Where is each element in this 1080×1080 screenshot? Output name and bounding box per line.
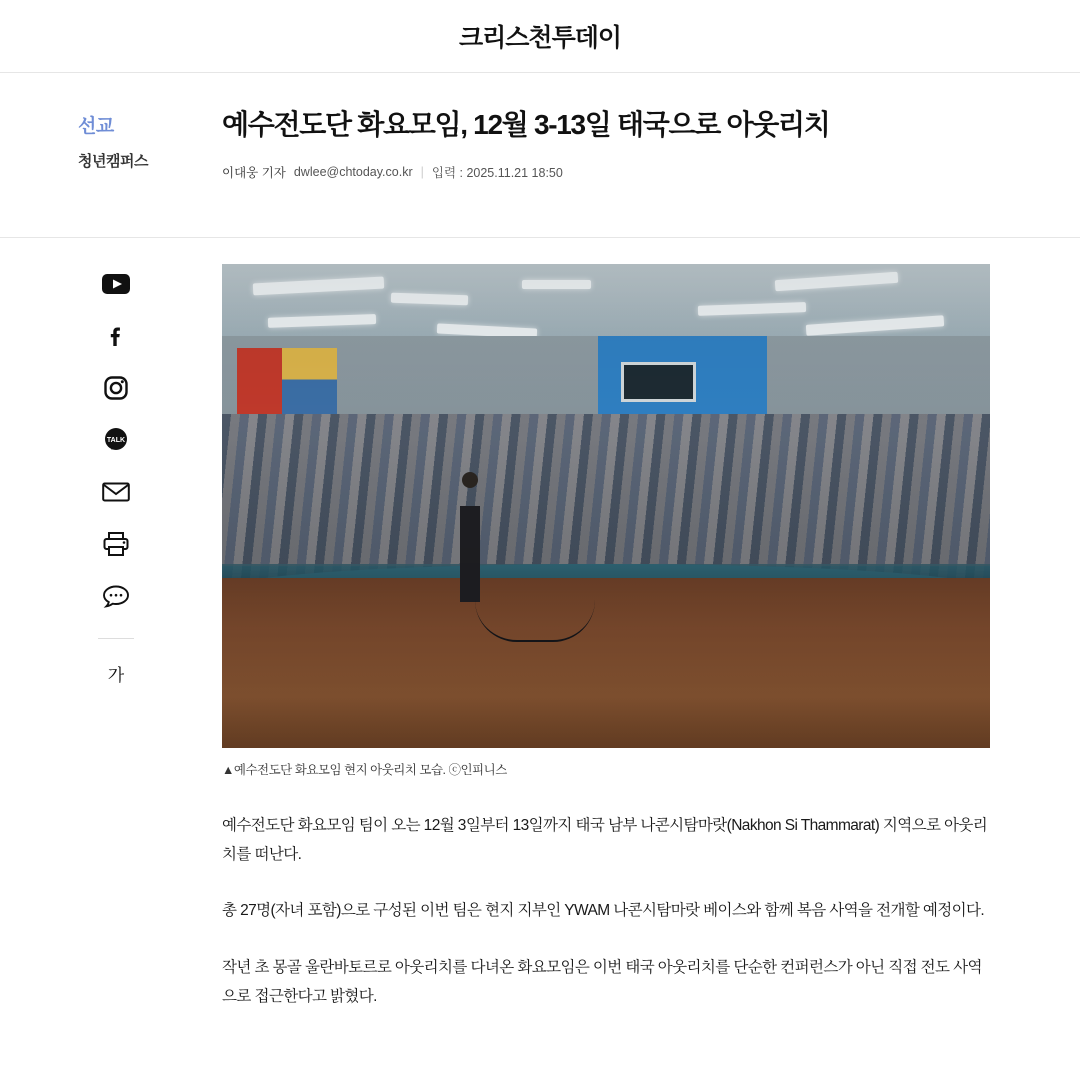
- article-header: [0, 73, 1080, 238]
- site-logo[interactable]: 크리스천투데이: [458, 24, 622, 52]
- category-secondary-link[interactable]: 청년캠퍼스: [78, 153, 148, 170]
- svg-text:TALK: TALK: [106, 437, 126, 444]
- toolbar-divider: [98, 638, 134, 639]
- article-paragraph: 작년 초 몽골 울란바토르로 아웃리치를 다녀온 화요모임은 이번 태국 아웃리치를 단순한 컨퍼런스가 아닌 직접 전도 사역으로 접근한다고 밝혔다.: [222, 959, 982, 1005]
- article-photo: [222, 264, 990, 748]
- byline-reporter: 이대웅 기자: [222, 166, 286, 181]
- facebook-icon[interactable]: [96, 316, 136, 356]
- font-size-button[interactable]: 가: [107, 665, 125, 685]
- youtube-icon[interactable]: [96, 264, 136, 304]
- article-figure: [222, 264, 990, 778]
- article-paragraph: 총 27명(자녀 포함)으로 구성된 이번 팀은 현지 지부인 YWAM 나콘시탐마랏 베이스와 함께 복음 사역을 전개할 예정이다.: [222, 902, 985, 920]
- email-icon[interactable]: [96, 472, 136, 512]
- page-title: 예수전도단 화요모임, 12월 3-13일 태국으로 아웃리치: [222, 109, 830, 140]
- article-paragraph: 예수전도단 화요모임 팀이 오는 12월 3일부터 13일까지 태국 남부 나콘시탐마랏(Nakhon Si Thammarat) 지역으로 아웃리치를 떠난다.: [222, 817, 988, 863]
- print-icon[interactable]: [96, 524, 136, 564]
- share-toolbar: [0, 264, 222, 1011]
- kakaotalk-icon[interactable]: [96, 420, 136, 460]
- article-content: [222, 264, 1080, 1011]
- category-primary-link[interactable]: 선교: [78, 116, 114, 137]
- site-masthead: [0, 0, 1080, 73]
- category-column: [0, 107, 222, 237]
- comment-icon[interactable]: [96, 576, 136, 616]
- instagram-icon[interactable]: [96, 368, 136, 408]
- byline-separator: |: [420, 165, 424, 180]
- byline-date: 입력 : 2025.11.21 18:50: [431, 166, 563, 181]
- photo-caption: ▲예수전도단 화요모임 현지 아웃리치 모습. ⓒ인피니스: [222, 763, 507, 777]
- headline-column: [222, 107, 1080, 237]
- article-body-wrap: [0, 238, 1080, 1011]
- byline: [222, 163, 990, 209]
- byline-email[interactable]: dwlee@chtoday.co.kr: [293, 165, 413, 180]
